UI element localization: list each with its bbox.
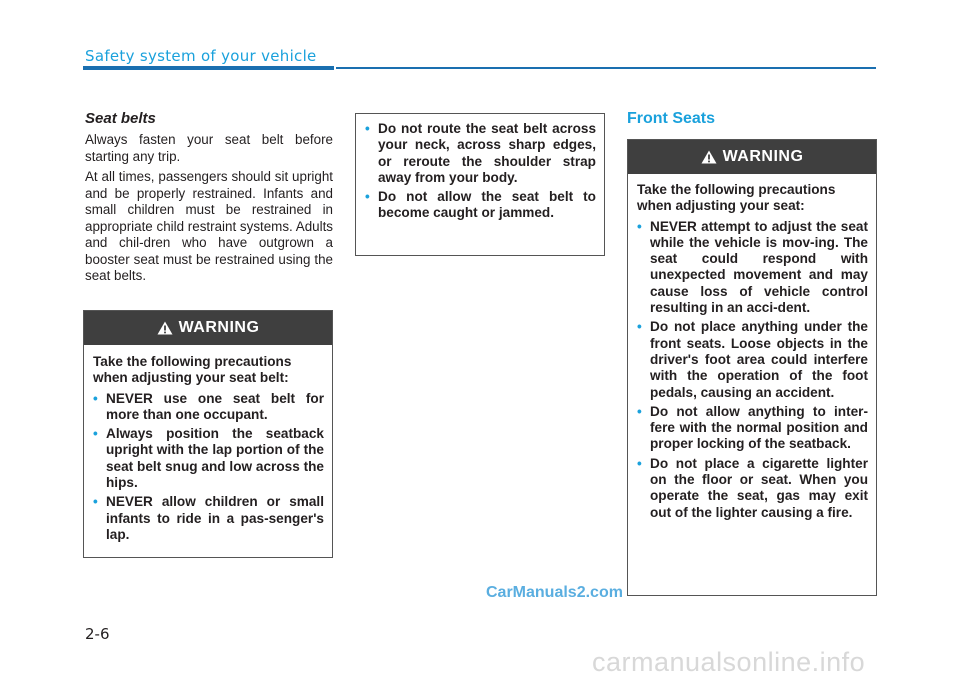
bullet-dot: •	[637, 403, 642, 419]
seat-belts-paragraph-1: Always fasten your seat belt before starting any trip.	[85, 132, 333, 164]
header-rule-thick	[83, 66, 334, 70]
list-item: • NEVER attempt to adjust the seat while the vehicle is mov-ing. The seat could respond with unexpected movement and may cause loss of vehicle control resulting in an acci-dent.	[637, 218, 868, 316]
warning-triangle-icon	[157, 321, 173, 335]
warning-body	[628, 174, 876, 521]
list-item: • Do not place a cigarette lighter on the floor or seat. When you operate the seat, gas may exit out of the lighter causing a fire.	[637, 455, 868, 520]
warning-body	[84, 345, 332, 543]
warning-intro: Take the following precautions when adjusting your seat belt:	[93, 354, 292, 386]
list-item: • Do not allow the seat belt to become caught or jammed.	[365, 189, 596, 221]
warning-header	[84, 311, 332, 345]
list-item: • Do not allow anything to inter-fere with the normal position and proper locking of the seatback.	[637, 403, 868, 452]
warning-title: WARNING	[722, 148, 804, 165]
list-item: • Do not place anything under the front seats. Loose objects in the driver's foot area could interfere with the operation of the foot pedals, causing an accident.	[637, 319, 868, 400]
warning-triangle-icon	[701, 150, 717, 164]
warning-list	[637, 219, 868, 521]
bullet-dot: •	[637, 455, 642, 471]
bullet-dot: •	[93, 390, 98, 406]
seat-belts-heading: Seat belts	[85, 110, 156, 127]
list-item: • NEVER use one seat belt for more than one occupant.	[93, 390, 324, 422]
warning-list	[93, 391, 324, 544]
list-item: • NEVER allow children or small infants to ride in a pas-senger's lap.	[93, 494, 324, 542]
watermark-carmanuals2[interactable]: CarManuals2.com	[486, 584, 623, 601]
continued-warning-box	[355, 113, 605, 256]
front-seats-heading: Front Seats	[627, 110, 716, 127]
bullet-dot: •	[93, 426, 98, 442]
list-item: • Always position the seatback upright with the lap portion of the seat belt snug and low across the hips.	[93, 426, 324, 491]
continued-warning-body	[356, 114, 604, 222]
header-rule-thin	[336, 67, 876, 69]
warning-title: WARNING	[178, 319, 260, 336]
watermark-carmanualsonline: carmanualsonline.info	[592, 647, 866, 677]
front-seats-warning-box	[627, 139, 877, 596]
bullet-dot: •	[93, 494, 98, 510]
page-number: 2-6	[85, 625, 110, 643]
list-item: • Do not route the seat belt across your neck, across sharp edges, or reroute the shoulder strap away from your body.	[365, 121, 596, 185]
bullet-dot: •	[365, 121, 370, 136]
continued-warning-list	[365, 121, 596, 222]
bullet-dot: •	[637, 218, 642, 234]
bullet-dot: •	[365, 189, 370, 205]
seat-belt-warning-box	[83, 310, 333, 558]
warning-header	[628, 140, 876, 174]
section-title: Safety system of your vehicle	[85, 47, 317, 65]
bullet-dot: •	[637, 319, 642, 335]
warning-intro: Take the following precautions when adjusting your seat:	[637, 182, 836, 214]
seat-belts-paragraph-2: At all times, passengers should sit upright and be properly restrained. Infants and small children must be restrained in appropriate child restraint systems. Adults and chil-dren who have outgrown a booster seat must be restrained using the seat belts.	[85, 169, 333, 283]
